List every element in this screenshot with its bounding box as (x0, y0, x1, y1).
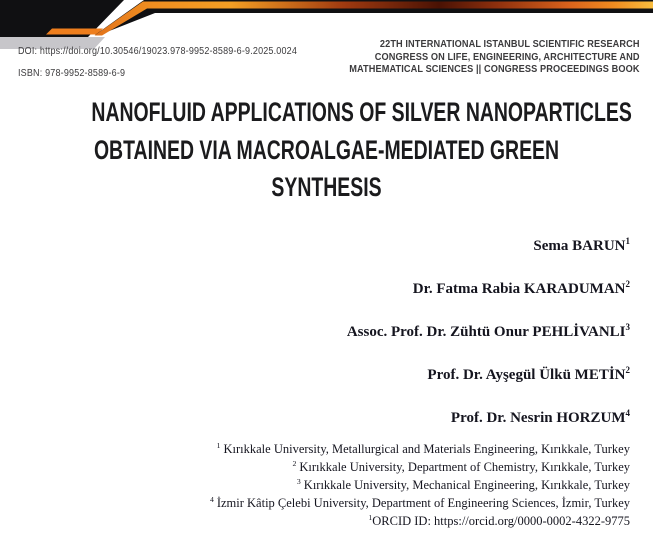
doi-text: DOI: https://doi.org/10.30546/19023.978-9952-8589-6-9.2025.0024 (18, 46, 298, 57)
affiliation-text: Kırıkkale University, Mechanical Engineering, Kırıkkale, Turkey (303, 478, 630, 492)
affiliation-line (210, 458, 630, 476)
paper-title-line: NANOFLUID APPLICATIONS OF SILVER NANOPARTICLES (91, 97, 632, 127)
congress-header-line: MATHEMATICAL SCIENCES || CONGRESS PROCEEDINGS BOOK (349, 64, 640, 75)
affiliation-line (210, 476, 630, 494)
affiliation-mark: 2 (292, 458, 297, 468)
author-name (347, 324, 630, 341)
affiliation-text: Kırıkkale University, Department of Chemistry, Kırıkkale, Turkey (299, 460, 630, 474)
affiliation-mark: 4 (209, 494, 214, 504)
paper-title-line: SYNTHESIS (271, 172, 382, 202)
affiliation-line (210, 440, 630, 458)
author-list (347, 238, 630, 453)
affiliation-mark: 1 (216, 440, 221, 450)
author-name (347, 281, 630, 298)
author-name (347, 238, 630, 255)
orcid-mark: 1 (368, 512, 373, 522)
author-name-text: Prof. Dr. Nesrin HORZUM (450, 410, 626, 426)
author-name-text: Assoc. Prof. Dr. Zühtü Onur PEHLİVANLI (346, 324, 626, 340)
author-affiliation-mark: 2 (625, 279, 630, 289)
banner-orange-ribbon (95, 2, 653, 36)
affiliation-text: Kırıkkale University, Metallurgical and Materials Engineering, Kırıkkale, Turkey (223, 442, 630, 456)
affiliation-line (210, 494, 630, 512)
author-name-text: Dr. Fatma Rabia KARADUMAN (412, 281, 626, 297)
congress-header-line: CONGRESS ON LIFE, ENGINEERING, ARCHITECTURE AND (375, 51, 640, 63)
isbn-text: ISBN: 978-9952-8589-6-9 (18, 68, 126, 79)
affiliation-text: İzmir Kâtip Çelebi University, Department of Engineering Sciences, İzmir, Turkey (216, 496, 630, 510)
banner-orange-accent (46, 29, 103, 35)
congress-header-line: 22TH INTERNATIONAL ISTANBUL SCIENTIFIC RESEARCH (380, 39, 640, 50)
author-affiliation-mark: 4 (625, 408, 630, 418)
author-name (347, 367, 630, 384)
author-affiliation-mark: 2 (625, 365, 630, 375)
affiliation-list (210, 440, 630, 530)
author-name-text: Sema BARUN (533, 238, 626, 254)
orcid-line (210, 512, 630, 530)
orcid-text: ORCID ID: https://orcid.org/0000-0002-4322-9775 (372, 514, 630, 528)
affiliation-mark: 3 (296, 476, 301, 486)
author-name-text: Prof. Dr. Ayşegül Ülkü METİN (427, 367, 626, 383)
paper-title (91, 94, 632, 207)
author-affiliation-mark: 3 (625, 322, 630, 332)
congress-header (350, 39, 640, 77)
paper-title-line: OBTAINED VIA MACROALGAE-MEDIATED GREEN (93, 134, 560, 165)
author-name (347, 410, 630, 427)
author-affiliation-mark: 1 (625, 236, 630, 246)
